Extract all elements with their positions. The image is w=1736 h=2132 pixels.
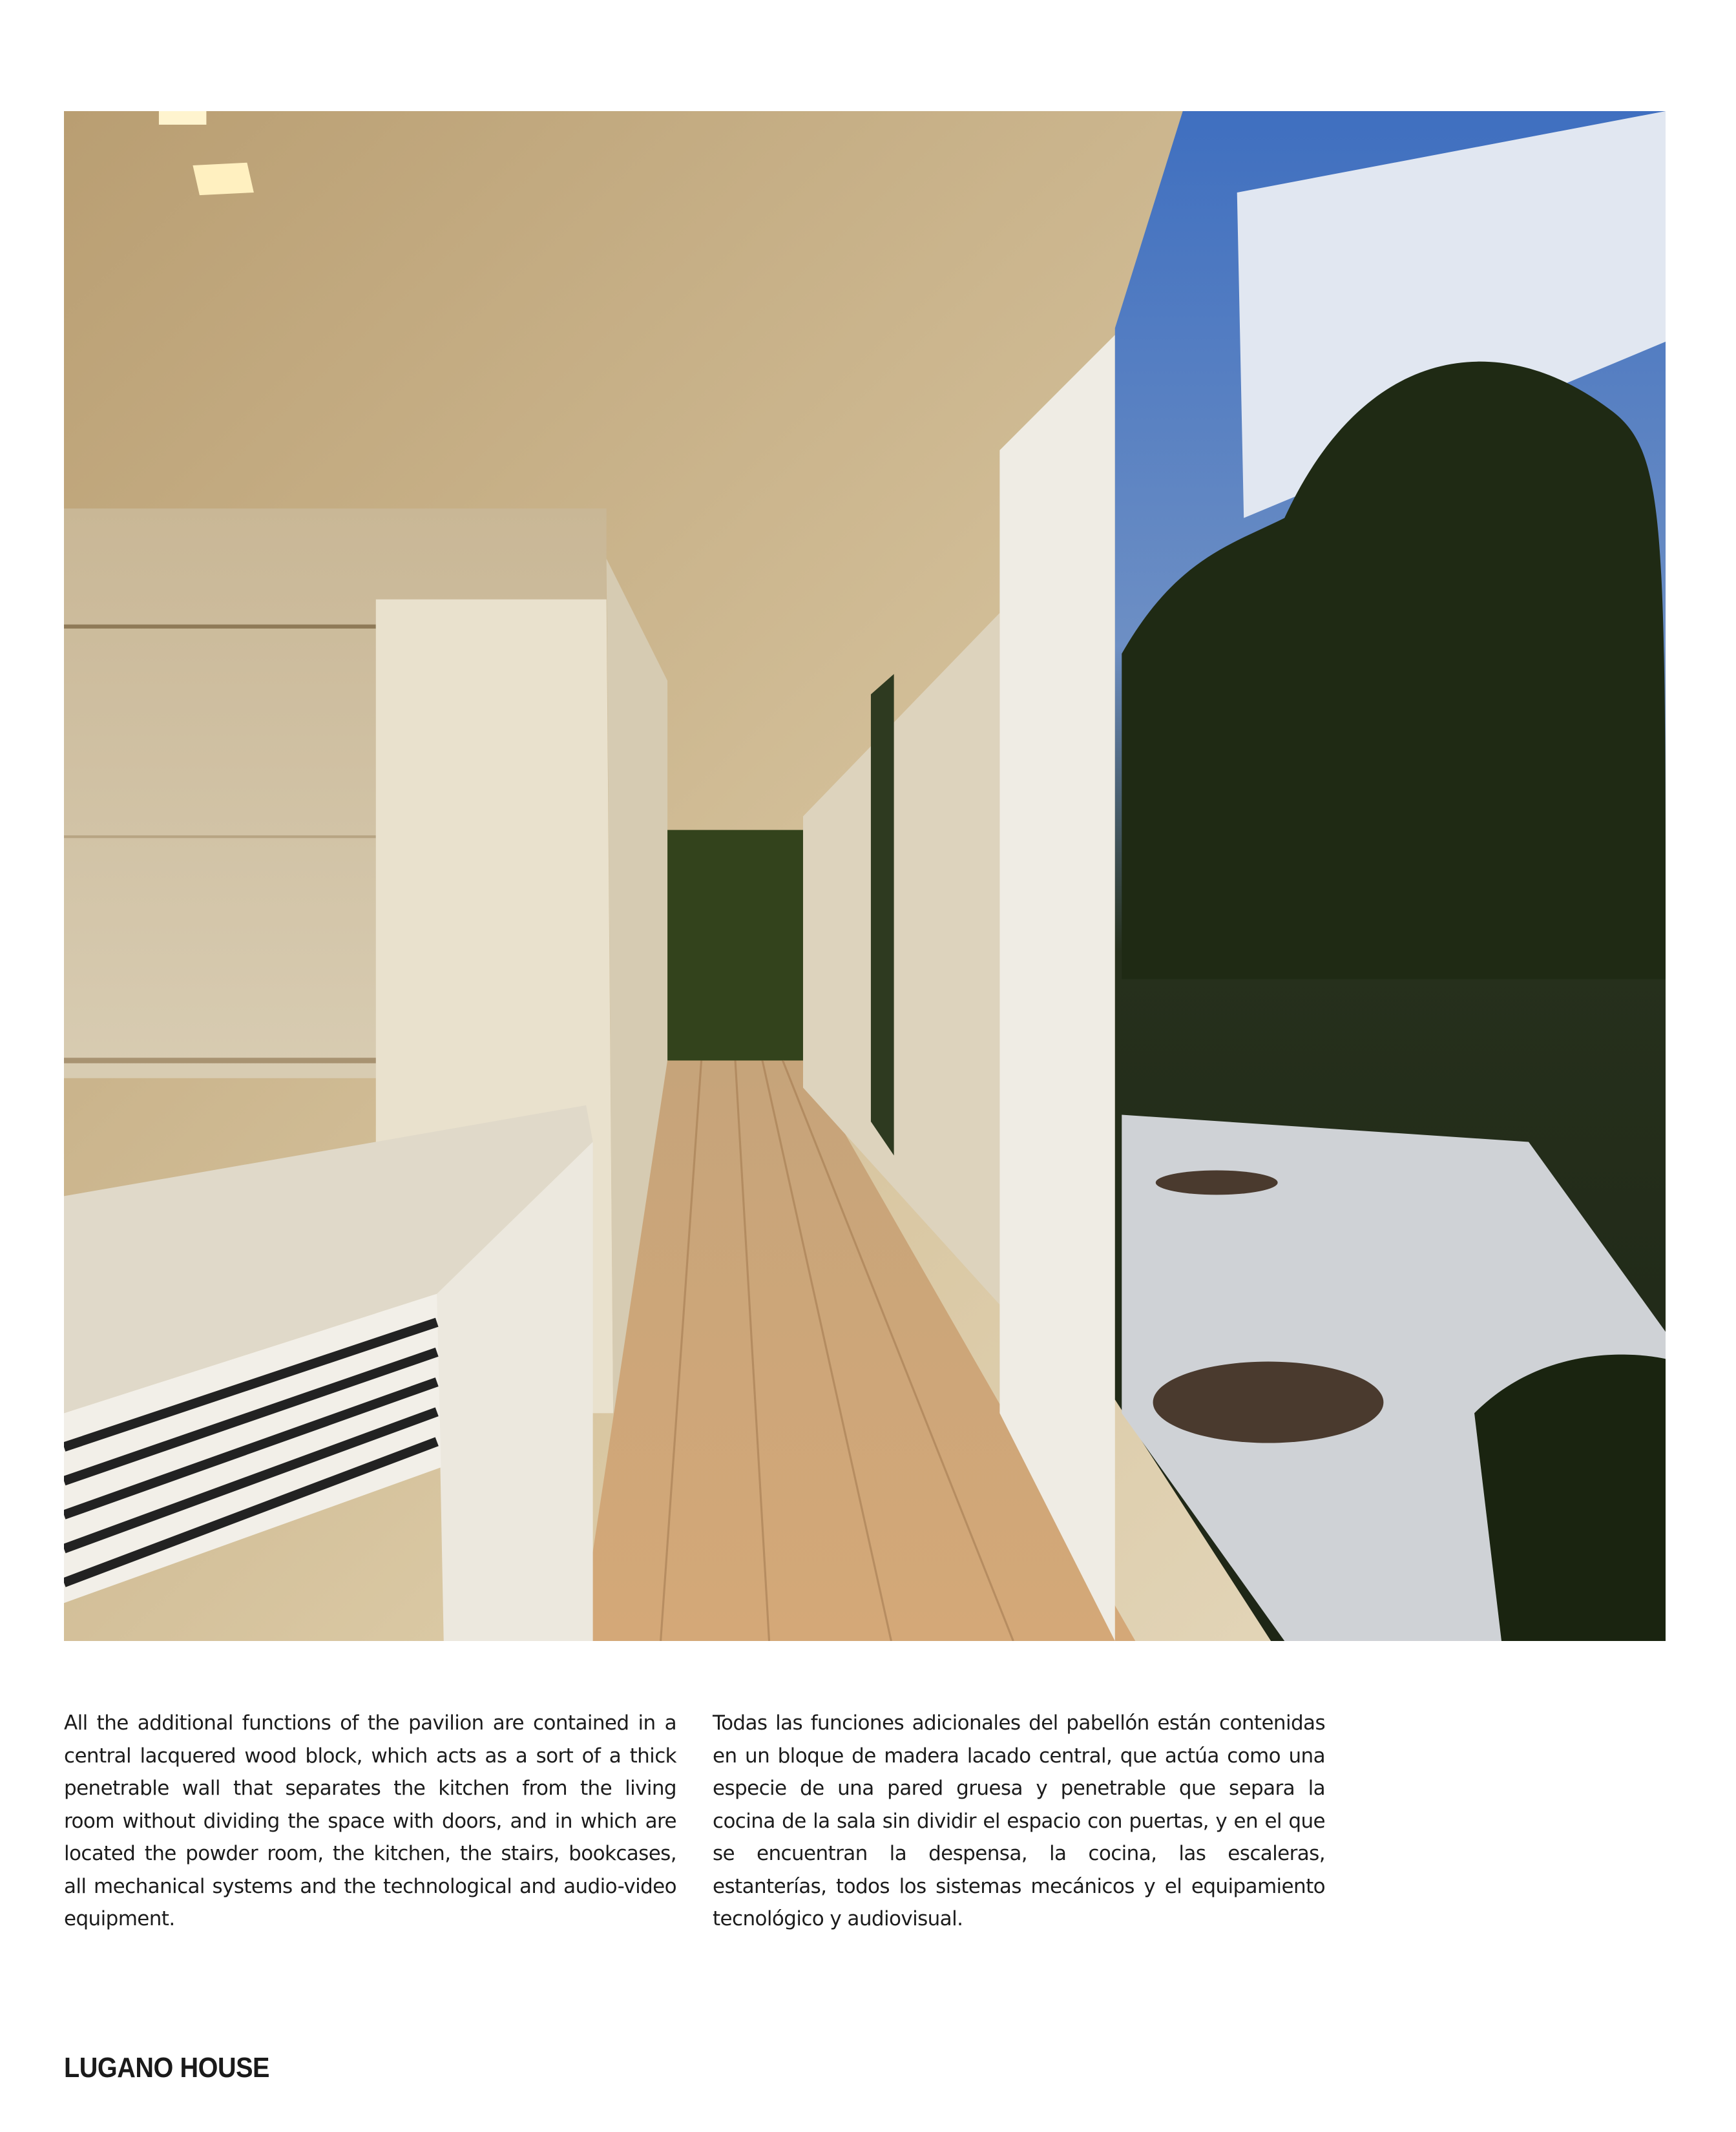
corridor-end-garden: [667, 830, 803, 1061]
interior-photograph: [64, 111, 1666, 1641]
ceiling-light: [159, 111, 206, 125]
body-text-spanish: Todas las funciones adicionales del pabellón están contenidas en un bloque de madera lacado central, que actúa como una especie de una pared gruesa y penetrable que separa la cocina de la sala sin dividir el espacio con puertas, y en el que se encuentran la despensa, la cocina, las escaleras, estanterías, todos los sistemas mecánicos y el equipamiento tecnológico y audiovisual.: [713, 1711, 1325, 1930]
window-frame: [999, 335, 1114, 1641]
footer-project-title: LUGANO HOUSE: [64, 2052, 270, 2084]
photo-illustration: [64, 111, 1666, 1641]
body-text-english: All the additional functions of the pavilion are contained in a central lacquered wood block, which acts as a sort of a thick penetrable wall that separates the kitchen from the living room without dividing the space with doors, and in which are located the powder room, the kitchen, the stairs, bookcases, all mechanical systems and the technological and audio-video equipment.: [64, 1711, 676, 1930]
ceiling-light: [193, 163, 253, 195]
stepping-stone: [1153, 1362, 1384, 1443]
stepping-stone: [1156, 1171, 1278, 1195]
